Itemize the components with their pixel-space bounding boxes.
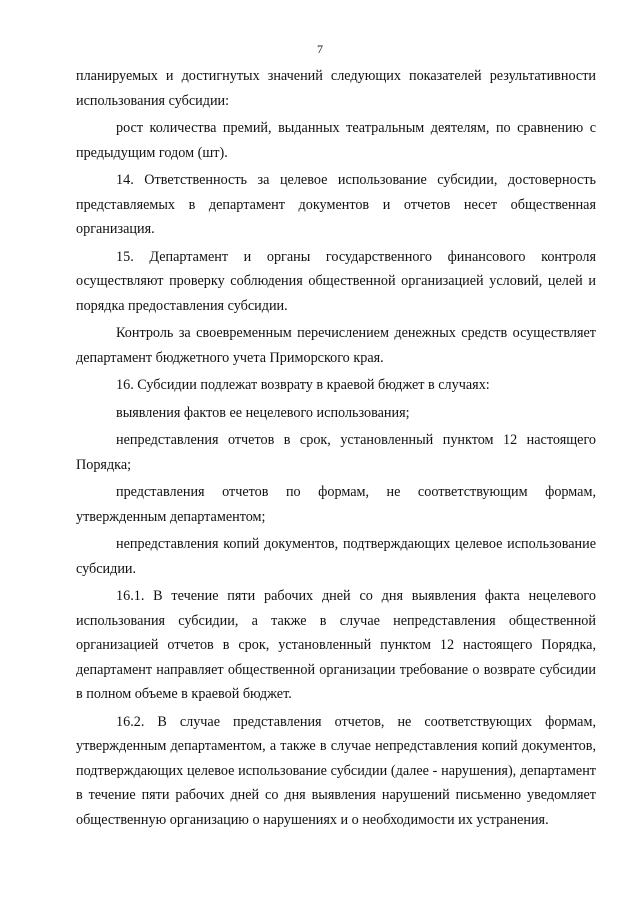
paragraph-14: 14. Ответственность за целевое использование субсидии, достоверность представляемых в департамент документов и отчетов несет общественная организация. [76, 172, 596, 237]
paragraph-16-case-2: непредставления отчетов в срок, установленный пунктом 12 настоящего Порядка; [76, 432, 596, 473]
paragraph-16-case-1: выявления фактов ее нецелевого использования; [116, 404, 410, 421]
paragraph-continuation: планируемых и достигнутых значений следующих показателей результативности использования субсидии: [76, 68, 596, 109]
paragraph-16-2: 16.2. В случае представления отчетов, не соответствующих формам, утвержденным департаментом, а также в случае непредставления копий документов, подтверждающих целевое использование субсидии (далее - нарушения), департамент в течение пяти рабочих дней со дня выявления нарушений письменно уведомляет общественную организацию о нарушениях и о необходимости их устранения. [76, 713, 596, 828]
paragraph-16: 16. Субсидии подлежат возврату в краевой бюджет в случаях: [116, 377, 490, 393]
page-number: 7 [317, 42, 323, 56]
paragraph-15: 15. Департамент и органы государственного финансового контроля осуществляют проверку соблюдения общественной организацией условий, целей и порядка предоставления субсидии. [76, 248, 596, 314]
paragraph-16-case-3: представления отчетов по формам, не соответствующим формам, утвержденным департаментом; [76, 484, 596, 525]
paragraph-16-1: 16.1. В течение пяти рабочих дней со дня выявления факта нецелевого использования субсидии, а также в случае непредставления общественной организацией отчетов в срок, установленный пунктом 12 настоящего Порядка, департамент направляет общественной организации требование о возврате субсидии в полном объеме в краевой бюджет. [76, 588, 596, 702]
paragraph-indicator: рост количества премий, выданных театральным деятелям, по сравнению с предыдущим годом (шт). [76, 120, 596, 161]
paragraph-16-case-4: непредставления копий документов, подтверждающих целевое использование субсидии. [76, 536, 596, 577]
document-body [76, 64, 596, 835]
paragraph-control: Контроль за своевременным перечислением денежных средств осуществляет департамент бюджетного учета Приморского края. [76, 325, 596, 366]
